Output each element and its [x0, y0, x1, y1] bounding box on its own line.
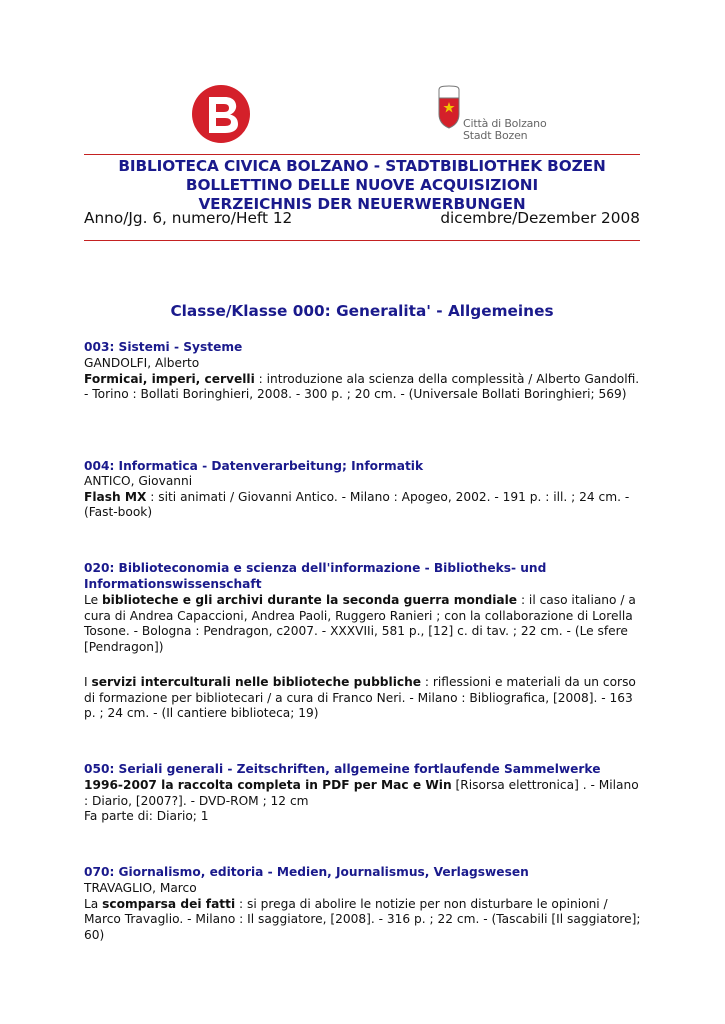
catalog-record: [84, 474, 644, 521]
record-description: [84, 593, 644, 656]
library-title: BIBLIOTECA CIVICA BOLZANO - STADTBIBLIOTHEK BOZEN: [118, 157, 606, 175]
catalog-record: [84, 593, 644, 656]
record-description: [84, 490, 644, 521]
bulletin-title: BOLLETTINO DELLE NUOVE ACQUISIZIONI: [185, 176, 539, 194]
record-description: [84, 897, 644, 944]
record-author: GANDOLFI, Alberto: [84, 356, 200, 370]
section-heading-070: 070: Giornalismo, editoria - Medien, Journalismus, Verlagswesen: [84, 865, 529, 879]
record-details: : si prega di abolire le notizie per non disturbare le opinioni / Marco Travaglio. - Milano : Il saggiatore, [2008]. - 316 p. ; 22 cm. - (Tascabili [Il saggiatore]; 60): [84, 896, 641, 943]
record-description: [84, 675, 644, 722]
record-author: ANTICO, Giovanni: [84, 474, 193, 488]
section-heading-004: 004: Informatica - Datenverarbeitung; Informatik: [84, 459, 424, 473]
city-name-line1: Città di Bolzano: [463, 117, 547, 130]
library-b-logo-icon: [192, 85, 250, 143]
record-description: [84, 372, 644, 403]
record-author: TRAVAGLIO, Marco: [84, 881, 197, 895]
issue-date: dicembre/Dezember 2008: [440, 209, 640, 227]
section-heading-003: 003: Sistemi - Systeme: [84, 340, 243, 354]
catalog-record: [84, 675, 644, 722]
header-top-rule: [84, 154, 640, 155]
record-title: servizi interculturali nelle biblioteche pubbliche: [91, 675, 422, 689]
catalog-record: [84, 778, 644, 825]
city-name-line2: Stadt Bozen: [463, 129, 528, 142]
record-details: [Risorsa elettronica] . - Milano : Diario, [2007?]. - DVD-ROM ; 12 cm: [84, 778, 639, 808]
record-details: : siti animati / Giovanni Antico. - Milano : Apogeo, 2002. - 191 p. : ill. ; 24 cm. - (Fast-book): [84, 489, 630, 520]
catalog-record: [84, 356, 644, 403]
record-title: 1996-2007 la raccolta completa in PDF per Mac e Win: [84, 778, 452, 792]
record-details: : il caso italiano / a cura di Andrea Capaccioni, Andrea Paoli, Ruggero Ranieri ; con la collaborazione di Lorella Tosone. - Bologna : Pendragon, c2007. - XXXVIIi, 581 p., [12] c. di tav. ; 22 cm. - (Le sfere [Pendragon]): [84, 593, 636, 655]
record-title: scomparsa dei fatti: [102, 896, 236, 911]
class-title: Classe/Klasse 000: Generalita' - Allgemeines: [170, 302, 554, 320]
catalog-record: [84, 881, 644, 944]
city-crest-icon: [437, 84, 461, 130]
city-logo: [437, 84, 572, 146]
record-title: biblioteche e gli archivi durante la seconda guerra mondiale: [101, 593, 518, 607]
issue-line: [84, 209, 640, 228]
issue-number: Anno/Jg. 6, numero/Heft 12: [84, 209, 293, 227]
record-description: [84, 778, 644, 809]
record-prefix: I: [84, 675, 92, 689]
record-details: : riflessioni e materiali da un corso di formazione per bibliotecari / a cura di Franco Neri. - Milano : Bibliografica, [2008]. - 163 p. ; 24 cm. - (Il cantiere biblioteca; 19): [84, 675, 636, 721]
header-bottom-rule: [84, 240, 640, 241]
record-prefix: Le: [84, 593, 102, 607]
record-note: Fa parte di: Diario; 1: [84, 809, 209, 824]
record-prefix: La: [84, 896, 103, 911]
record-details: : introduzione ala scienza della complessità / Alberto Gandolfi. - Torino : Bollati Boringhieri, 2008. - 300 p. ; 20 cm. - (Universale Bollati Boringhieri; 569): [84, 371, 640, 402]
section-heading-050: 050: Seriali generali - Zeitschriften, allgemeine fortlaufende Sammelwerke: [84, 762, 601, 776]
record-title: Flash MX: [84, 489, 147, 504]
record-title: Formicai, imperi, cervelli: [84, 371, 255, 386]
bulletin-subtitle: VERZEICHNIS DER NEUERWERBUNGEN: [198, 195, 526, 213]
section-heading-020: 020: Biblioteconomia e scienza dell'informazione - Bibliotheks- und Informationswissenschaft: [84, 561, 547, 591]
